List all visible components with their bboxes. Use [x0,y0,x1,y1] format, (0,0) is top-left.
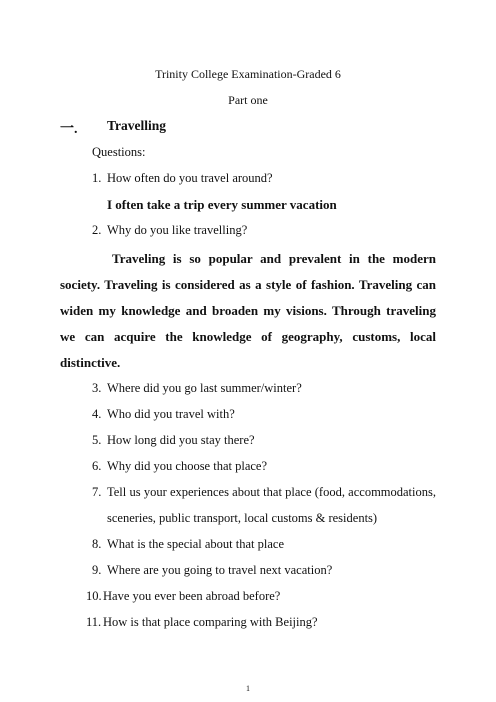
question-text: What is the special about that place [107,537,285,551]
question-text: How long did you stay there? [107,433,255,447]
question-text: Why did you choose that place? [107,459,268,473]
question-text: Have you ever been abroad before? [103,589,281,603]
question-text: Where are you going to travel next vacation? [107,563,333,577]
question-text-continuation: sceneries, public transport, local customs & residents) [107,511,378,525]
question-number: 4. [92,407,102,421]
section-number: 一. [60,122,78,137]
question-number: 5. [92,433,102,447]
question-number: 9. [92,563,102,577]
question-number: 11. [86,615,102,629]
question-text: Who did you travel with? [107,407,235,421]
answer-paragraph: Traveling is so popular and prevalent in the modern society. Traveling is considered as a style of fashion. Traveling can widen my knowledge and broaden my visions. Through traveling we can acquire the knowledge of geography, customs, local distinctive. [60,251,436,370]
question-number: 8. [92,537,102,551]
question-text: How often do you travel around? [107,171,273,185]
question-number: 10. [86,589,102,603]
part-heading: Part one [228,93,268,107]
question-number: 7. [92,485,102,499]
question-number: 6. [92,459,102,473]
answer-text: I often take a trip every summer vacation [107,197,337,212]
question-number: 3. [92,381,102,395]
question-text: How is that place comparing with Beijing? [103,615,318,629]
section-title: Travelling [107,118,166,133]
document-title: Trinity College Examination-Graded 6 [155,67,341,81]
questions-label: Questions: [92,145,146,159]
question-text: Where did you go last summer/winter? [107,381,302,395]
question-number: 1. [92,171,102,185]
question-text: Tell us your experiences about that place (food, accommodations, [107,485,436,499]
question-number: 2. [92,223,102,237]
question-text: Why do you like travelling? [107,223,248,237]
page-number: 1 [246,684,250,693]
